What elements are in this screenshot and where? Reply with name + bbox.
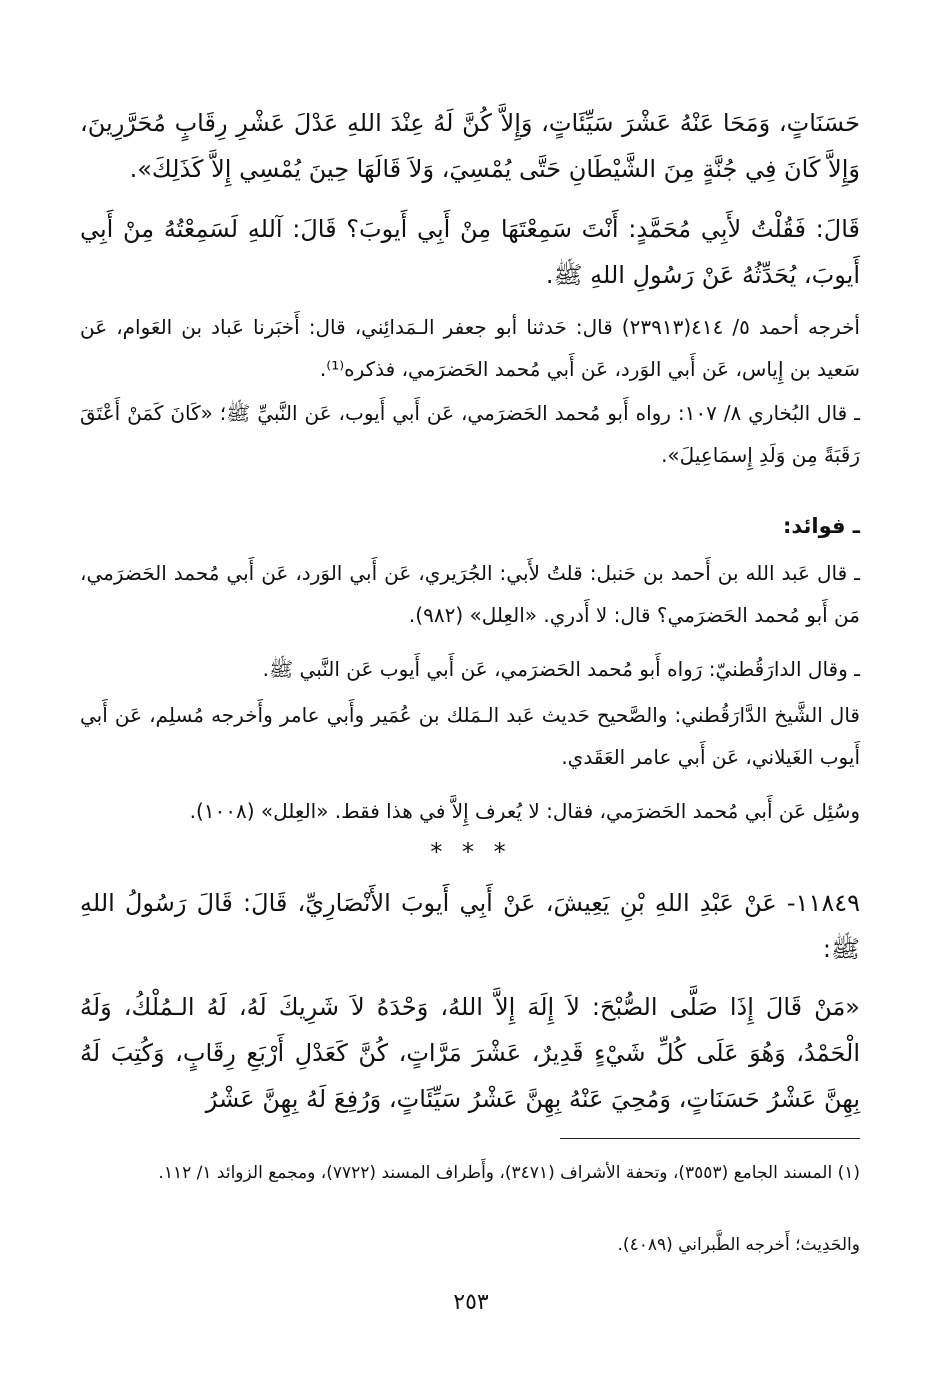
hadith-continuation-paragraph: حَسَنَاتٍ، وَمَحَا عَنْهُ عَشْرَ سَيِّئَاتٍ، وَإِلاَّ كُنَّ لَهُ عِنْدَ اللهِ عَدْلَ عَشْرِ رِقَابٍ مُحَرَّرِينَ، وَإِلاَّ كَانَ فِي جُنَّةٍ مِنَ الشَّيْطَانِ حَتَّى يُمْسِيَ، وَلاَ قَالَهَا حِينَ يُمْسِي إِلاَّ كَذَلِكَ». — [80, 109, 860, 183]
page-number: ٢٥٣ — [453, 1290, 489, 1315]
daraqutni-question-paragraph: وسُئِل عَن أَبي مُحمد الحَضرَمي، فقال: لا يُعرف إِلاَّ في هذا فقط. «العِلل» (١٠٠٨). — [189, 799, 860, 823]
section-separator: * * * — [430, 838, 512, 866]
takhrij-ahmad-paragraph: أخرجه أحمد ٥/ ٤١٤(٢٣٩١٣) قال: حَدثنا أبو جعفر الـمَدائِني، قال: أَخبَرنا عَباد بن العَوام، عَن سَعيد بن إِياس، عَن أَبي الوَرد، عَن أَبي مُحمد الحَضرَمي، فذكره⁽¹⁾. — [80, 315, 860, 381]
ilal-ahmad-paragraph: ـ قال عَبد الله بن أَحمد بن حَنبل: قلتُ لأَبي: الجُرَيري، عَن أَبي الوَرد، عَن أَبي مُحمد الحَضرَمي، مَن أَبو مُحمد الحَضرَمي؟ قال: لا أَدري. «العِلل» (٩٨٢). — [80, 561, 860, 627]
daraqutni-note-paragraph: ـ وقال الدارَقُطنيّ: رَواه أَبو مُحمد الحَضرَمي، عَن أَبي أَيوب عَن النَّبي ﷺ. — [262, 657, 860, 681]
fawaid-heading: ـ فوائد: — [782, 514, 860, 538]
daraqutni-sahih-paragraph: قال الشَّيخ الدَّارَقُطني: والصَّحيح حَديث عَبد الـمَلك بن عُمَير وأَبي عامر وأَخرجه مُسلِم، عَن أَبي أَيوب الغَيلاني، عَن أَبي عامر العَقَدي. — [80, 703, 860, 769]
footnote-1: (١) المسند الجامع (٣٥٥٣)، وتحفة الأشراف (٣٤٧١)، وأَطراف المسند (٧٧٢٢)، ومجمع الزوائد ١/ ١١٢. — [158, 1163, 860, 1183]
bukhari-note-paragraph: ـ قال البُخاري ٨/ ١٠٧: رواه أَبو مُحمد الحَضرَمي، عَن أَبي أَيوب، عَن النَّبيِّ ﷺ؛ «كَانَ كَمَنْ أَعْتَقَ رَقَبَةً مِن وَلَدِ إِسمَاعِيلَ». — [80, 401, 860, 467]
hadith-11849-matn: «مَنْ قَالَ إِذَا صَلَّى الصُّبْحَ: لاَ إِلَهَ إِلاَّ اللهُ، وَحْدَهُ لاَ شَرِيكَ لَهُ، لَهُ الـمُلْكُ، وَلَهُ الْحَمْدُ، وَهُوَ عَلَى كُلِّ شَيْءٍ قَدِيرٌ، عَشْرَ مَرَّاتٍ، كُنَّ كَعَدْلِ أَرْبَعِ رِقَابٍ، وَكُتِبَ لَهُ بِهِنَّ عَشْرُ حَسَنَاتٍ، وَمُحِيَ عَنْهُ بِهِنَّ عَشْرُ سَيِّئَاتٍ، وَرُفِعَ لَهُ بِهِنَّ عَشْرُ — [80, 993, 860, 1113]
footnote-divider — [560, 1138, 860, 1139]
hadith-11849-isnad: ١١٨٤٩- عَنْ عَبْدِ اللهِ بْنِ يَعِيشَ، عَنْ أَبِي أَيوبَ الأَنْصَارِيِّ، قَالَ: قَالَ رَسُولُ اللهِ ﷺ: — [80, 889, 860, 963]
footnote-hadith-note: والحَدِيث؛ أَخرجه الطَّبراني (٤٠٨٩). — [617, 1235, 860, 1255]
narrator-question-paragraph: قَالَ: فَقُلْتُ لأَبِي مُحَمَّدٍ: أَنْتَ سَمِعْتَهَا مِنْ أَبِي أَيوبَ؟ قَالَ: آللهِ لَسَمِعْتُهُ مِنْ أَبِي أَيوبَ، يُحَدِّثُهُ عَنْ رَسُولِ اللهِ ﷺ. — [80, 215, 860, 289]
